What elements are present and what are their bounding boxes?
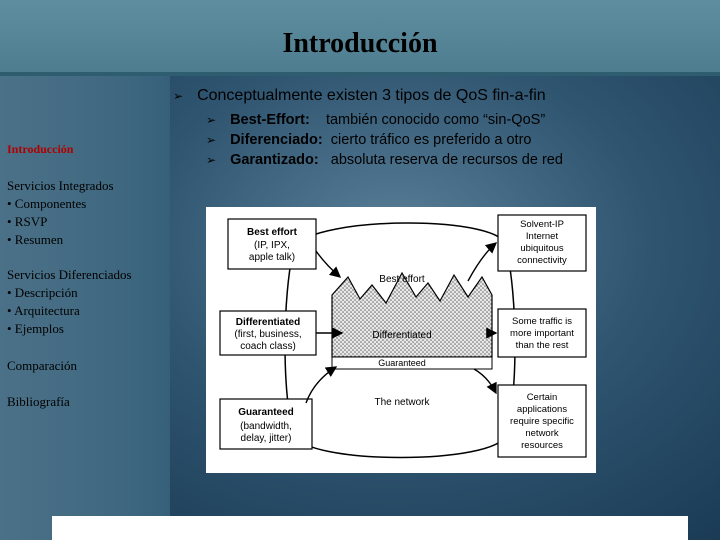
right-box-line: connectivity	[517, 255, 567, 266]
left-box-line: (IP, IPX,	[254, 240, 290, 251]
qos-diagram-svg	[206, 207, 596, 473]
right-box-solvent-ip	[498, 215, 586, 271]
arrow-bullet-icon: ➢	[206, 113, 217, 127]
center-label-network: The network	[374, 397, 430, 408]
right-box-line: Some traffic is	[511, 316, 573, 327]
sidebar-item-introduccion[interactable]: Introducción	[7, 142, 74, 156]
sub-bullet-text: también conocido como “sin-QoS”	[325, 112, 546, 128]
right-box-certain-apps	[498, 385, 586, 457]
sidebar-item-resumen[interactable]: • Resumen	[7, 232, 64, 247]
footer-bar	[52, 516, 688, 540]
sidebar	[0, 76, 170, 540]
right-box-line: Certain	[526, 392, 558, 403]
left-box-differentiated	[220, 311, 316, 355]
arrow-bullet-icon: ➢	[173, 89, 184, 103]
left-box-line: (bandwidth,	[240, 421, 292, 432]
left-box-guaranteed	[220, 399, 312, 449]
left-box-line: apple talk)	[248, 252, 296, 263]
slide-title: Introducción	[282, 28, 438, 59]
sub-bullet	[206, 152, 563, 168]
sub-bullet	[206, 112, 545, 128]
arrow-bullet-icon: ➢	[206, 133, 217, 147]
sidebar-item-bibliografia[interactable]: Bibliografía	[7, 394, 70, 409]
center-label-best-effort: Best effort	[379, 274, 425, 285]
left-box-title: Best effort	[246, 227, 298, 238]
sub-bullet-label: Best-Effort:	[230, 112, 310, 128]
sidebar-item-descripcion[interactable]: • Descripción	[7, 285, 78, 300]
sidebar-item-arquitectura[interactable]: • Arquitectura	[7, 303, 80, 318]
left-box-line: (first, business,	[234, 329, 302, 340]
left-box-line: coach class)	[240, 341, 296, 352]
center-label-guaranteed: Guaranteed	[378, 358, 426, 368]
left-box-best-effort	[228, 219, 316, 269]
center-label-differentiated: Differentiated	[372, 330, 432, 341]
sidebar-item-servicios-diferenciados[interactable]: Servicios Diferenciados	[7, 267, 132, 282]
right-box-line: Internet	[525, 231, 559, 242]
sidebar-item-comparacion[interactable]: Comparación	[7, 358, 78, 373]
main-bullet-text: Conceptualmente existen 3 tipos de QoS fin-a-fin	[197, 87, 546, 104]
main-bullet	[173, 87, 546, 105]
sidebar-item-servicios-integrados[interactable]: Servicios Integrados	[7, 178, 114, 193]
right-box-line: network	[525, 428, 559, 439]
sub-bullet	[206, 132, 531, 148]
right-box-line: than the rest	[515, 340, 569, 351]
right-box-line: Solvent-IP	[520, 219, 564, 230]
arrow-bullet-icon: ➢	[206, 153, 217, 167]
sub-bullet-label: Garantizado:	[230, 152, 319, 168]
qos-diagram	[206, 207, 596, 473]
left-box-title: Differentiated	[235, 317, 301, 328]
right-box-line: ubiquitous	[520, 243, 564, 254]
left-box-line: delay, jitter)	[240, 433, 292, 444]
sidebar-item-componentes[interactable]: • Componentes	[7, 196, 87, 211]
right-box-some-traffic	[498, 309, 586, 357]
right-box-line: require specific	[510, 416, 574, 427]
right-box-line: more important	[510, 328, 574, 339]
sub-bullet-text: absoluta reserva de recursos de red	[330, 152, 563, 168]
right-box-line: resources	[521, 440, 563, 451]
sidebar-item-rsvp[interactable]: • RSVP	[7, 214, 48, 229]
sidebar-item-ejemplos[interactable]: • Ejemplos	[7, 321, 64, 336]
right-box-line: applications	[516, 404, 568, 415]
left-box-title: Guaranteed	[238, 407, 294, 418]
sub-bullet-label: Diferenciado:	[230, 132, 323, 148]
sub-bullet-text: cierto tráfico es preferido a otro	[330, 132, 532, 148]
